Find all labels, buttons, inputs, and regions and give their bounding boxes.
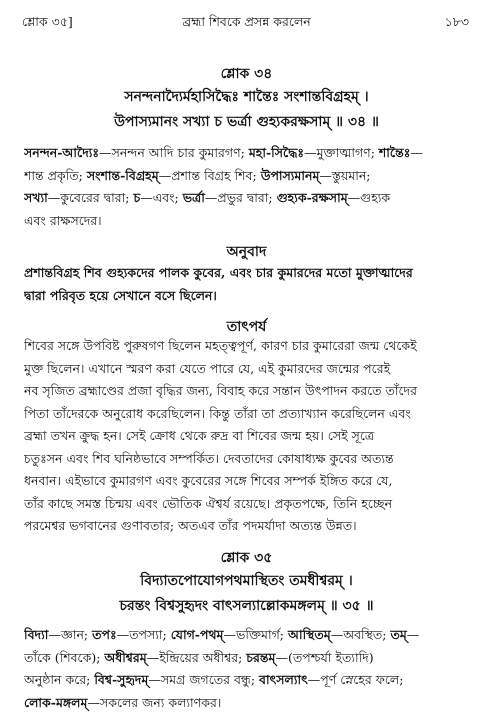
word-meaning: —সকলের জন্য কল্যাণকর। xyxy=(87,694,222,710)
purport-line: পরমেশ্বর ভগবানের গুণাবতার; অতএব তাঁর পদমর্যাদা অত্যন্ত উন্নত। xyxy=(24,518,357,533)
purport-line: মুক্ত ছিলেন। এখানে স্মরণ করা যেতে পারে যে, এই কুমারদের জন্মের পরেই xyxy=(24,360,391,376)
synonym-line xyxy=(24,165,470,188)
synonym-line xyxy=(24,669,470,692)
word-meaning: — xyxy=(410,145,423,160)
word-meaning: —ভক্তিমার্গ; xyxy=(223,627,288,642)
purport-line: ব্রহ্মা তখন ক্রুদ্ধ হন। সেই ক্রোধ থেকে রুদ্র বা শিবের জন্ম হয়। সেই সূত্রে xyxy=(24,428,375,443)
word-meaning: —অবস্থিত; xyxy=(330,627,391,642)
sanskrit-word: লোক-মঙ্গলম্ xyxy=(24,694,88,710)
translation-line: দ্বারা পরিবৃত হয়ে সেখানে বসে ছিলেন। xyxy=(24,287,217,303)
word-meaning: শান্ত প্রকৃতি; xyxy=(24,167,87,183)
sanskrit-word: মহা-সিদ্ধৈঃ xyxy=(248,145,305,160)
synonym-line xyxy=(24,647,470,670)
verse-35-line-1: বিদ্যাতপোযোগপথমাস্থিতং তমধীশ্বরম্ । xyxy=(140,573,353,589)
translation-line: প্রশান্তবিগ্রহ শিব গুহ্যকদের পালক কুবের, এবং চার কুমারদের মতো মুক্তাত্মাদের xyxy=(24,265,413,280)
verse-35-number: শ্লোক ৩৫ xyxy=(220,550,273,566)
sanskrit-word: শান্তৈঃ xyxy=(378,145,411,160)
translation-text xyxy=(24,262,470,307)
sanskrit-word: তম্ xyxy=(390,627,407,642)
word-meaning: —কুবেরের দ্বারা; xyxy=(47,190,134,205)
sanskrit-word: সখ্যা xyxy=(24,190,48,205)
verse-35-synonyms xyxy=(24,624,470,714)
sanskrit-word: চ xyxy=(133,190,141,205)
page-number: ১৮৩ xyxy=(444,14,469,29)
word-meaning: —সনন্দন আদি চার কুমারগণ; xyxy=(99,145,249,160)
word-meaning: —ইন্দ্রিয়ের অধীশ্বর; xyxy=(146,649,247,665)
word-meaning: —তপস্যা; xyxy=(116,627,171,642)
verse-35-line-2: চরন্তং বিশ্বসুহৃদং বাৎসল্যাল্লোকমঙ্গলম্ ॥ ৩৫ ॥ xyxy=(119,598,374,614)
word-meaning: — xyxy=(406,627,420,642)
verse-34-number: শ্লোক ৩৪ xyxy=(220,66,273,82)
word-meaning: তাঁকে (শিবকে); xyxy=(24,649,105,665)
purport-line: শিবের সঙ্গে উপবিষ্ট পুরুষগণ ছিলেন মহত্ত্বপূর্ণ, কারণ চার কুমারেরা জন্ম থেকেই xyxy=(24,338,417,353)
sanskrit-word: অধীশ্বরম্ xyxy=(104,649,147,665)
synonym-line xyxy=(24,692,470,715)
sanskrit-word: আস্থিতম্ xyxy=(287,627,331,642)
word-meaning: —পূর্ণ স্নেহের ফলে; xyxy=(307,672,404,687)
purport-line: চতুঃসন এবং শিব ঘনিষ্ঠভাবে সম্পর্কিত। দেবতাদের কোষাধ্যক্ষ কুবের অত্যন্ত xyxy=(24,450,394,466)
synonym-line xyxy=(24,624,470,647)
verse-34-synonyms xyxy=(24,142,470,232)
word-meaning: —মুক্তাত্মাগণ; xyxy=(304,145,379,160)
purport-line: তাঁর কাছে সমস্ত চিন্ময় এবং ভৌতিক ঐশ্বর্য রয়েছে। প্রকৃতপক্ষে, তিনি হচ্ছেন xyxy=(24,495,393,511)
word-meaning: অনুষ্ঠান করে; xyxy=(24,672,95,687)
word-meaning: —এবং; xyxy=(140,190,183,205)
word-meaning: —জ্ঞান; xyxy=(48,627,93,642)
translation-heading: অনুবাদ xyxy=(226,244,267,260)
running-header-verse-ref: শ্লোক ৩৫] xyxy=(22,14,73,29)
verse-34-line-1: সনন্দনাদ্যৈর্মহাসিদ্ধৈঃ শান্তৈঃ সংশান্তবিগ্রহম্ । xyxy=(124,89,369,105)
sanskrit-word: ভর্ত্রা xyxy=(182,190,205,205)
purport-heading: তাৎপর্য xyxy=(226,319,267,335)
word-meaning: —সমগ্র জগতের বন্ধু; xyxy=(148,672,260,687)
word-meaning: —প্রভুর দ্বারা; xyxy=(204,190,277,205)
word-meaning: —গুহ্যক xyxy=(347,190,391,205)
synonym-line xyxy=(24,142,470,165)
purport-line: ধনবান। এইভাবে কুমারগণ এবং কুবেরের সঙ্গে শিবের সম্পর্ক ইঙ্গিত করে যে, xyxy=(24,473,393,488)
sanskrit-word: বিশ্ব-সুহৃদম্ xyxy=(94,672,149,687)
sanskrit-word: যোগ-পথম্ xyxy=(170,627,224,642)
word-meaning: —স্তুয়মান; xyxy=(319,167,371,183)
synonym-line xyxy=(24,187,470,210)
sanskrit-word: বাৎসল্যাৎ xyxy=(259,672,308,687)
running-header-title: ব্রহ্মা শিবকে প্রসন্ন করলেন xyxy=(182,14,311,29)
sanskrit-word: সংশান্ত-বিগ্রহম্ xyxy=(86,167,159,183)
verse-34-line-2: উপাস্যমানং সখ্যা চ ভর্ত্রা গুহ্যকরক্ষসাম্ ॥ ৩৪ ॥ xyxy=(114,114,379,130)
synonym-line xyxy=(24,210,470,233)
sanskrit-word: চরন্তম্ xyxy=(246,649,276,665)
sanskrit-word: গুহ্যক-রক্ষসাম্ xyxy=(276,190,348,205)
purport-line: পিতা তাঁদেরকে অনুরোধ করেছিলেন। কিন্তু তাঁরা তা প্রত্যাখ্যান করেছিলেন এবং xyxy=(24,405,411,421)
sanskrit-word: সনন্দন-আদ্যৈঃ xyxy=(24,145,100,160)
sanskrit-word: উপাস্যমানম্ xyxy=(260,167,320,183)
sanskrit-word: বিদ্যা xyxy=(24,627,49,642)
word-meaning: —প্রশান্ত বিগ্রহ শিব; xyxy=(158,167,261,183)
word-meaning: এবং রাক্ষসদের। xyxy=(24,212,102,228)
purport-text xyxy=(24,335,470,538)
word-meaning: —(তপশ্চর্যা ইত্যাদি) xyxy=(275,649,374,665)
purport-line: নব সৃজিত ব্রহ্মাণ্ডের প্রজা বৃদ্ধির জন্য, বিবাহ করে সন্তান উৎপাদন করতে তাঁদের xyxy=(24,383,417,398)
sanskrit-word: তপঃ xyxy=(92,627,117,642)
